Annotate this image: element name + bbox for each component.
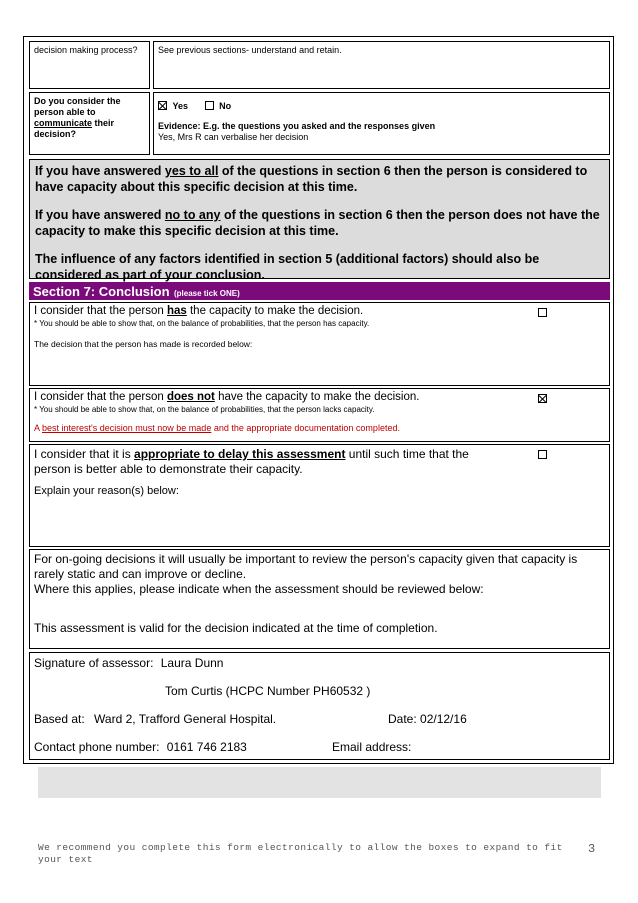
based-value: Ward 2, Trafford General Hospital.	[94, 712, 277, 726]
summary-p1-underlined: yes to all	[164, 164, 219, 178]
option1-extra: The decision that the person has made is recorded below:	[34, 339, 253, 349]
row1-answer-cell[interactable]	[153, 41, 610, 89]
row2-question-text-end: their decision?	[34, 118, 115, 139]
evidence-value[interactable]: Yes, Mrs R can verbalise her decision	[158, 132, 309, 142]
row2-question-cell	[29, 92, 150, 155]
summary-p1-a: If you have answered	[35, 164, 165, 178]
option2-warning-underlined: best interest's decision must now be made	[42, 423, 212, 433]
no-label: No	[219, 101, 232, 111]
phone-value: 0161 746 2183	[166, 740, 247, 754]
summary-p2-underlined: no to any	[164, 208, 221, 222]
page-number: 3	[588, 842, 596, 856]
review-box[interactable]	[29, 549, 610, 649]
row2-question-underlined: communicate	[34, 118, 93, 128]
row1-question-cell	[29, 41, 150, 89]
summary-p1-b: of the questions in section 6 then the person is considered to have capacity about this specific decision at this time.	[35, 164, 588, 194]
bottom-shaded-area	[38, 767, 601, 798]
date-value: 02/12/16	[420, 712, 467, 726]
option2-note: * You should be able to show that, on the balance of probabilities, that the person lacks capacity.	[34, 405, 375, 414]
summary-p3: The influence of any factors identified in section 5 (additional factors) should also be considered as part of your conclusion.	[35, 252, 540, 282]
row1-question: decision making process?	[34, 45, 138, 55]
option1-checkbox[interactable]	[538, 308, 547, 317]
phone-label: Contact phone number:	[34, 740, 160, 754]
row1-answer: See previous sections- understand and retain.	[158, 45, 342, 55]
section7-title: Section 7: Conclusion	[33, 284, 170, 299]
option2-warning-b: and the appropriate documentation completed.	[211, 423, 400, 433]
email-label: Email address:	[332, 740, 412, 754]
summary-p2-a: If you have answered	[35, 208, 165, 222]
no-checkbox[interactable]	[205, 101, 214, 110]
section7-subtitle: (please tick ONE)	[173, 289, 240, 298]
option3-text-b: until such time that the person is better able to demonstrate their capacity.	[34, 447, 469, 476]
date-label: Date:	[388, 712, 417, 726]
option2-text-b: have the capacity to make the decision.	[214, 391, 420, 403]
yes-label: Yes	[172, 101, 189, 111]
option1-text-a: I consider that the person	[34, 305, 167, 317]
option1-note: * You should be able to show that, on the balance of probabilities, that the person has capacity.	[34, 319, 370, 328]
review-line3: This assessment is valid for the decision indicated at the time of completion.	[34, 621, 438, 635]
option1-text-underlined: has	[166, 305, 187, 317]
option2-checkbox[interactable]	[538, 394, 547, 403]
option-delay-assessment	[29, 444, 610, 547]
evidence-label: Evidence: E.g. the questions you asked and the responses given	[158, 121, 436, 131]
option3-extra: Explain your reason(s) below:	[34, 485, 179, 497]
option1-text-b: the capacity to make the decision.	[186, 305, 364, 317]
option3-text-a: I consider that it is	[34, 447, 135, 461]
yes-checkbox[interactable]	[158, 101, 167, 110]
footer-note: We recommend you complete this form electronically to allow the boxes to expand to fit your text	[38, 842, 563, 865]
second-assessor: Tom Curtis (HCPC Number PH60532 )	[165, 684, 371, 698]
option3-checkbox[interactable]	[538, 450, 547, 459]
option2-text-a: I consider that the person	[34, 391, 167, 403]
option2-text-underlined: does not	[166, 391, 215, 403]
section7-header	[29, 282, 610, 300]
row2-answer-cell	[153, 92, 610, 155]
assessor-name: Laura Dunn	[160, 656, 224, 670]
summary-p2-b: of the questions in section 6 then the person does not have the capacity to make this specific decision at this time.	[35, 208, 600, 238]
summary-panel	[29, 159, 610, 282]
signature-label: Signature of assessor:	[34, 656, 154, 670]
signature-box[interactable]	[29, 652, 610, 760]
based-label: Based at:	[34, 712, 85, 726]
option-has-capacity	[29, 302, 610, 386]
review-line2: Where this applies, please indicate when the assessment should be reviewed below:	[34, 582, 484, 596]
option-no-capacity	[29, 388, 610, 442]
row2-question-text: Do you consider the person able to	[34, 96, 121, 117]
option2-warning-a: A	[34, 423, 43, 433]
option3-text-underlined: appropriate to delay this assessment	[134, 447, 346, 461]
review-line1: For on-going decisions it will usually be important to review the person's capacity given that capacity is rarely static and can improve or decline.	[34, 552, 578, 581]
